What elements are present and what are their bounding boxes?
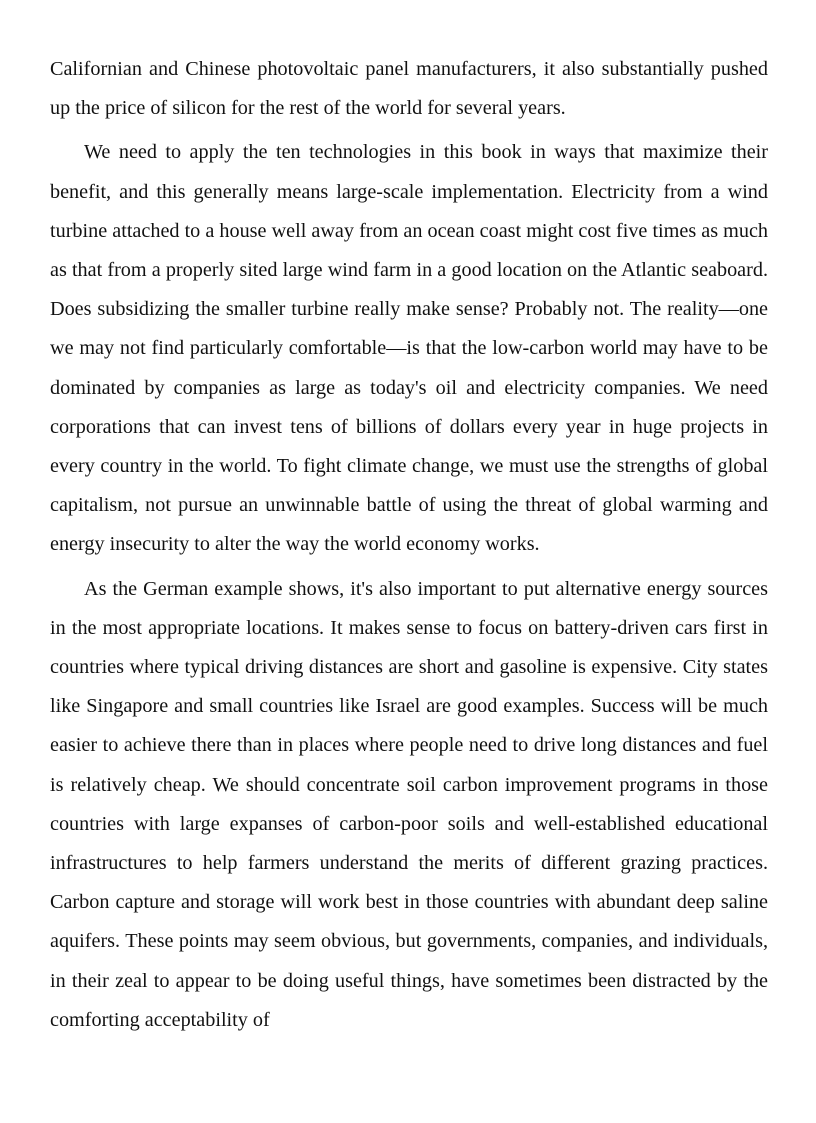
paragraph-large-scale-implementation: We need to apply the ten technologies in this book in ways that maximize their benefit, and this generally means large-scale implementation. Electricity from a wind turbine attached to a house well away from an ocean coast might cost five times as much as that from a properly sited large wind farm in a good location on the Atlantic seaboard. Does subsidizing the smaller turbine really make sense? Probably not. The reality—one we may not find particularly comfortable—is that the low-carbon world may have to be dominated by companies as large as today's oil and electricity companies. We need corporations that can invest tens of billions of dollars every year in huge projects in every country in the world. To fight climate change, we must use the strengths of global capitalism, not pursue an unwinnable battle of using the threat of global warming and energy insecurity to alter the way the world economy works.: [50, 141, 768, 556]
body-text: [50, 50, 768, 1040]
paragraph-appropriate-locations: As the German example shows, it's also important to put alternative energy sources in the most appropriate locations. It makes sense to focus on battery-driven cars first in countries where typical driving distances are short and gasoline is expensive. City states like Singapore and small countries like Israel are good examples. Success will be much easier to achieve there than in places where people need to drive long distances and fuel is relatively cheap. We should concentrate soil carbon improvement programs in those countries with large expanses of carbon-poor soils and well-established educational infrastructures to help farmers understand the merits of different grazing practices. Carbon capture and storage will work best in those countries with abundant deep saline aquifers. These points may seem obvious, but governments, companies, and individuals, in their zeal to appear to be doing useful things, have sometimes been distracted by the comforting acceptability of: [50, 577, 768, 1031]
paragraph-continuation: Californian and Chinese photovoltaic panel manufacturers, it also substantially pushed up the price of silicon for the rest of the world for several years.: [50, 58, 768, 120]
